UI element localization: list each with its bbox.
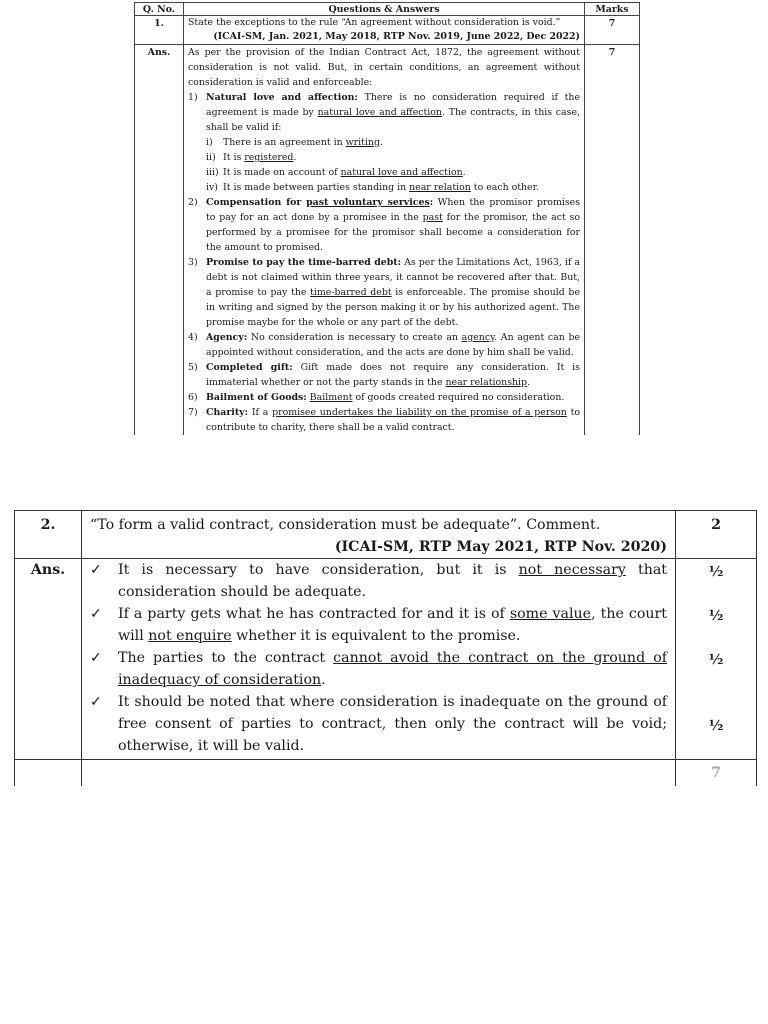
answer-label: Ans. xyxy=(135,45,184,436)
answer-row-1 xyxy=(135,45,640,436)
sub-number: i) xyxy=(206,137,213,148)
check-point-3: ✓ The parties to the contract cannot avoid the contract on the ground of inadequacy of consideration. xyxy=(90,647,667,691)
point-number: 4) xyxy=(188,332,198,343)
answer-cell xyxy=(82,559,676,760)
point-text: . The contracts, in this case, shall be valid if: xyxy=(206,107,580,133)
point-5 xyxy=(188,360,580,390)
answer-marks: 7 xyxy=(585,45,640,436)
header-qno: Q. No. xyxy=(135,3,184,16)
point-number: 5) xyxy=(188,362,198,373)
question-number: 1. xyxy=(135,16,184,45)
header-marks: Marks xyxy=(585,3,640,16)
check-icon: ✓ xyxy=(90,562,102,578)
point-text: As per the Limitations Act, 1963, if a debt is not claimed within three years, it cannot be recovered after that. But, a promise to pay the xyxy=(206,257,580,298)
point-text: There is no consideration required if the agreement is made by xyxy=(206,92,580,118)
question-row-1 xyxy=(135,16,640,45)
point-number: 2) xyxy=(188,197,198,208)
qa-table-2 xyxy=(14,510,757,786)
point-title: Bailment of Goods: xyxy=(206,392,307,403)
next-question-marks: 7 xyxy=(676,760,757,787)
sub-point-i xyxy=(188,135,580,150)
point-text: of goods created required no consideration. xyxy=(352,392,565,403)
underlined-text: cannot avoid the contract on the ground of inadequacy of consideration xyxy=(118,650,667,688)
underlined-text: some value xyxy=(509,606,592,622)
check-point-4: ✓ It should be noted that where consideration is inadequate on the ground of free consent of parties to contract, then only the contract will be void; otherwise, it will be valid. xyxy=(90,691,667,757)
underlined-text: Bailment xyxy=(309,392,353,403)
question-text: State the exceptions to the rule “An agreement without consideration is void.” xyxy=(188,17,561,28)
sub-point-ii xyxy=(188,150,580,165)
mark-4: ½ xyxy=(708,718,724,734)
underlined-text: natural love and affection xyxy=(317,107,442,118)
question-marks: 7 xyxy=(585,16,640,45)
point-number: 7) xyxy=(188,407,198,418)
sub-number: iii) xyxy=(206,167,219,178)
sub-text: . xyxy=(462,167,466,178)
point-text: . xyxy=(527,377,531,388)
check-icon: ✓ xyxy=(90,694,102,710)
mark-2: ½ xyxy=(708,608,724,624)
point-title: Compensation for past voluntary services: xyxy=(206,197,434,208)
check-point-1: ✓ It is necessary to have consideration, but it is not necessary that consideration should be adequate. xyxy=(90,559,667,603)
answer-label: Ans. xyxy=(15,559,82,760)
check-point-2: ✓ If a party gets what he has contracted for and it is of some value, the court will not enquire whether it is equivalent to the promise. xyxy=(90,603,667,647)
point-3 xyxy=(188,255,580,330)
header-row xyxy=(135,3,640,16)
check-icon: ✓ xyxy=(90,650,102,666)
underlined-text: writing xyxy=(345,137,380,148)
question-row-2 xyxy=(15,511,757,559)
point-number: 1) xyxy=(188,92,198,103)
mark-3: ½ xyxy=(708,652,724,668)
question-cell xyxy=(184,16,585,45)
mark-1: ½ xyxy=(708,564,724,580)
point-title: Agency: xyxy=(206,332,248,343)
underlined-text: registered xyxy=(244,152,294,163)
point-title: Promise to pay the time-barred debt: xyxy=(206,257,402,268)
qa-table-1 xyxy=(134,2,640,435)
question-number: 2. xyxy=(15,511,82,559)
sub-text: It is xyxy=(223,152,245,163)
point-number: 3) xyxy=(188,257,198,268)
point-text: If a xyxy=(248,407,273,418)
point-1 xyxy=(188,90,580,135)
sub-point-iii xyxy=(188,165,580,180)
check-icon: ✓ xyxy=(90,606,102,622)
underlined-text: time-barred debt xyxy=(310,287,392,298)
point-title: Charity: xyxy=(206,407,249,418)
sub-number: iv) xyxy=(206,182,218,193)
point-text: for the promisor, the act so performed by a promisee for the promisor shall become a consideration for the amount to promised. xyxy=(206,212,580,253)
underlined-text: past xyxy=(422,212,443,223)
point-title: Natural love and affection: xyxy=(206,92,358,103)
underlined-text: past voluntary services xyxy=(306,197,430,208)
sub-text: There is an agreement in xyxy=(223,137,346,148)
point-number: 6) xyxy=(188,392,198,403)
answer-intro: As per the provision of the Indian Contract Act, 1872, the agreement without consideration is not valid. But, in certain conditions, an agreement without consideration is valid and enforceable: xyxy=(188,47,580,88)
question-text: “To form a valid contract, consideration must be adequate”. Comment. xyxy=(90,517,601,533)
point-7 xyxy=(188,405,580,435)
header-qa: Questions & Answers xyxy=(184,3,585,16)
point-title: Completed gift: xyxy=(206,362,293,373)
point-4 xyxy=(188,330,580,360)
underlined-text: near relation xyxy=(409,182,471,193)
underlined-text: not enquire xyxy=(148,628,232,644)
point-text: . An agent can be appointed without consideration, and the acts are done by him shall be valid. xyxy=(206,332,580,358)
underlined-text: agency xyxy=(461,332,495,343)
answer-sheet-q1 xyxy=(134,0,642,431)
answer-cell xyxy=(184,45,585,436)
underlined-text: near relationship xyxy=(445,377,528,388)
question-source: (ICAI-SM, RTP May 2021, RTP Nov. 2020) xyxy=(334,539,667,555)
point-2 xyxy=(188,195,580,255)
sub-text: . xyxy=(293,152,297,163)
underlined-text: not necessary xyxy=(518,562,626,578)
underlined-text: natural love and affection xyxy=(340,167,463,178)
point-text: No consideration is necessary to create an xyxy=(247,332,462,343)
sub-text: . xyxy=(379,137,383,148)
point-text: to contribute to charity, there shall be a valid contract. xyxy=(206,407,580,433)
answer-marks xyxy=(676,559,757,760)
point-text: Gift made does not require any consideration. It is immaterial whether or not the party stands in the xyxy=(206,362,580,388)
next-question-row xyxy=(15,760,757,787)
point-6 xyxy=(188,390,580,405)
answer-row-2 xyxy=(15,559,757,760)
underlined-text: promisee undertakes the liability on the promise of a person xyxy=(272,407,567,418)
answer-sheet-q2 xyxy=(14,510,759,781)
question-marks: 2 xyxy=(676,511,757,559)
sub-point-iv xyxy=(188,180,580,195)
sub-text: It is made on account of xyxy=(223,167,341,178)
sub-text: It is made between parties standing in xyxy=(223,182,410,193)
point-text: is enforceable. The promise should be in writing and signed by the person making it or by his authorized agent. The promise maybe for the whole or any part of the debt. xyxy=(206,287,580,328)
sub-number: ii) xyxy=(206,152,216,163)
question-source: (ICAI-SM, Jan. 2021, May 2018, RTP Nov. 2019, June 2022, Dec 2022) xyxy=(213,31,580,42)
sub-text: to each other. xyxy=(470,182,540,193)
question-cell xyxy=(82,511,676,559)
point-text: When the promisor promises to pay for an act done by a promisee in the xyxy=(206,197,580,223)
